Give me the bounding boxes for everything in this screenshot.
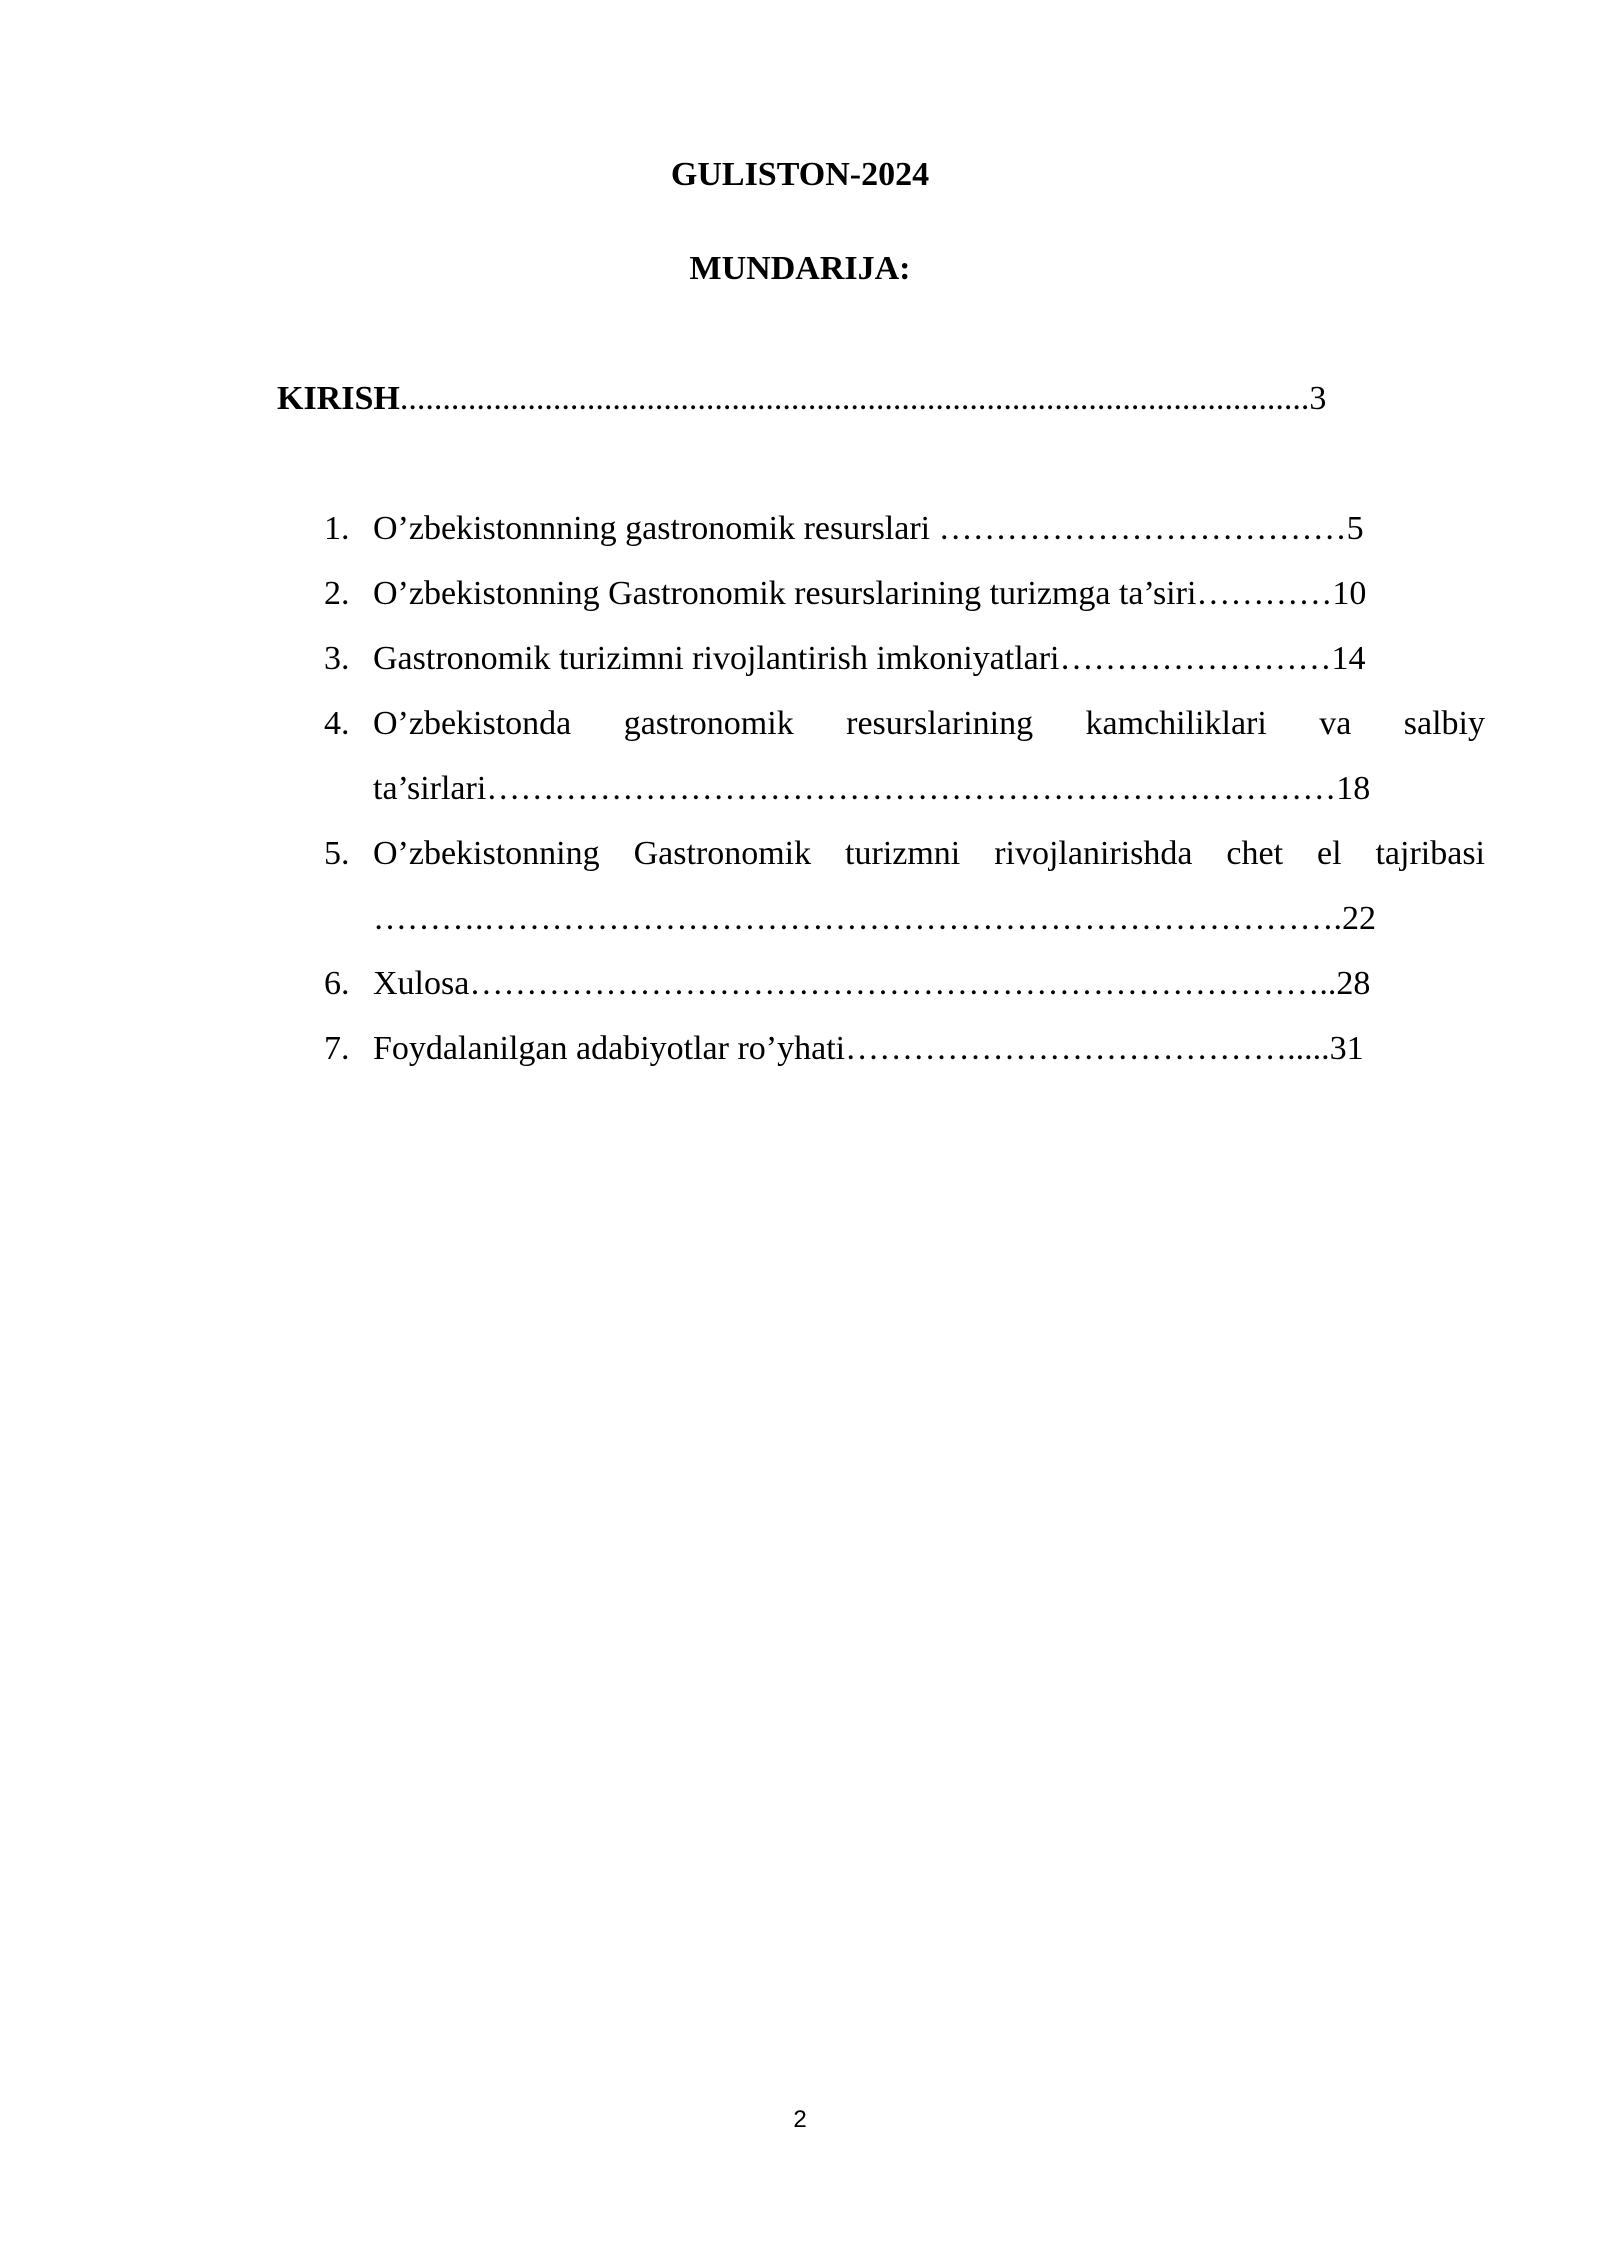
toc-item-5[interactable]: O’zbekistonning Gastronomik turizmni rivojlanirishda chet el tajribasi bbox=[373, 835, 1485, 872]
toc-title: MUNDARIJA: bbox=[689, 250, 911, 287]
toc-item-number: 3. bbox=[324, 640, 350, 677]
page-number: 2 bbox=[793, 2106, 807, 2133]
toc-item-6[interactable]: Xulosa…………………………………………………………………..28 bbox=[373, 965, 1371, 1002]
toc-item-4-continuation[interactable]: ta’sirlari…………………………………………………………………18 bbox=[373, 770, 1371, 807]
intro-page: 3 bbox=[1309, 380, 1327, 417]
toc-item-7[interactable]: Foydalanilgan adabiyotlar ro’yhati………………………………….....31 bbox=[373, 1030, 1364, 1067]
intro-label: KIRISH bbox=[277, 380, 400, 417]
toc-item-4[interactable]: O’zbekistonda gastronomik resurslarining kamchiliklari va salbiy bbox=[373, 705, 1485, 742]
toc-item-3[interactable]: Gastronomik turizimni rivojlantirish imkoniyatlari……………………14 bbox=[373, 640, 1366, 677]
intro-leader: ........................................................................................................... bbox=[399, 380, 1310, 417]
toc-item-2[interactable]: O’zbekistonning Gastronomik resurslarining turizmga ta’siri…………10 bbox=[373, 575, 1367, 612]
toc-item-number: 2. bbox=[324, 575, 350, 612]
toc-item-number: 7. bbox=[324, 1030, 350, 1067]
toc-intro-entry[interactable] bbox=[277, 382, 1326, 416]
toc-item-number: 4. bbox=[324, 705, 350, 742]
toc-item-number: 5. bbox=[324, 835, 350, 872]
toc-item-number: 1. bbox=[324, 510, 350, 547]
toc-item-5-continuation[interactable]: ……….………………………………………………………………….22 bbox=[373, 900, 1376, 937]
toc-item-1[interactable]: O’zbekistonnning gastronomik resurslari ………………………………5 bbox=[373, 510, 1364, 547]
toc-item-number: 6. bbox=[324, 965, 350, 1002]
city-year-heading: GULISTON-2024 bbox=[670, 156, 930, 193]
